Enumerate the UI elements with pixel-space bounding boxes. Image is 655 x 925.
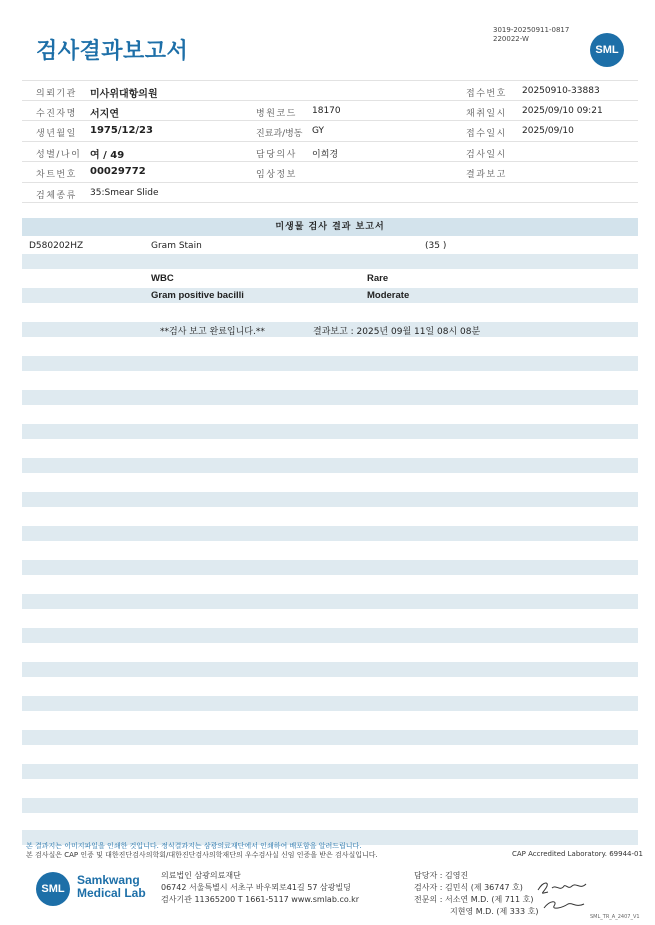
patient-info-table (22, 80, 638, 203)
certification-notice: 본 검사실은 CAP 인증 및 대한진단검사의학회/대한진단검사의학재단의 우수검사실 신임 인증을 받은 검사실입니다. (26, 851, 378, 859)
sml-logo-icon: SML (36, 872, 70, 906)
sml-logo-icon: SML (590, 33, 624, 67)
info-value: 미사위대항의원 (90, 89, 158, 100)
info-value: 2025/09/10 09:21 (522, 105, 603, 116)
report-complete-note: **검사 보고 완료입니다.** (160, 327, 265, 337)
brand-line: Samkwang (77, 873, 140, 887)
result-row-band (22, 730, 638, 745)
info-value: 18170 (312, 105, 341, 116)
info-label: 임상정보 (256, 170, 297, 180)
info-value: 여 / 49 (90, 149, 125, 161)
info-label: 접수번호 (466, 89, 507, 99)
result-row-band (22, 492, 638, 507)
cap-accreditation: CAP Accredited Laboratory. 69944-01 (512, 850, 643, 858)
info-value: 00029772 (90, 166, 146, 177)
info-value: 서지연 (90, 108, 119, 120)
info-label: 성별/나이 (36, 149, 82, 160)
form-code: SML_TR_A_2407_V1 (590, 914, 640, 920)
result-name: Gram positive bacilli (151, 290, 244, 301)
info-value: 이희경 (312, 149, 339, 160)
staff-line: 지현영 M.D. (제 333 호) (450, 907, 539, 916)
result-row-band (22, 798, 638, 813)
doc-id-line: 220022-W (493, 35, 529, 43)
info-row (22, 80, 638, 101)
info-label: 결과보고 (466, 170, 507, 180)
staff-info (414, 870, 538, 918)
result-row-band (22, 560, 638, 575)
info-label: 병원코드 (256, 108, 297, 119)
signature-icon (536, 878, 592, 914)
result-row-band (22, 764, 638, 779)
brand-name (77, 874, 146, 900)
result-row-band (22, 662, 638, 677)
doc-id-line: 3019-20250911-0817 (493, 26, 570, 34)
result-row-band (22, 390, 638, 405)
org-contact: 검사기관 11365200 T 1661-5117 www.smlab.co.kr (161, 895, 360, 904)
info-row (22, 162, 638, 183)
result-row-band (22, 628, 638, 643)
info-value: 35:Smear Slide (90, 187, 159, 198)
report-time: 결과보고 : 2025년 09월 11일 08시 08분 (313, 327, 481, 337)
staff-line: 검사자 : 김민식 (제 36747 호) (414, 883, 523, 892)
info-row (22, 101, 638, 122)
test-name: Gram Stain (151, 241, 202, 251)
result-value: Rare (367, 273, 389, 284)
result-row-band (22, 424, 638, 439)
test-count: (35 ) (425, 241, 447, 251)
info-label: 수진자명 (36, 108, 77, 119)
test-code: D580202HZ (29, 241, 84, 251)
result-row-band (22, 356, 638, 371)
result-row-band (22, 526, 638, 541)
result-row-band (22, 696, 638, 711)
org-name: 의료법인 삼광의료재단 (161, 871, 241, 880)
brand-line: Medical Lab (77, 886, 146, 900)
info-row (22, 183, 638, 204)
info-label: 검사일시 (466, 149, 507, 160)
info-row (22, 121, 638, 142)
info-label: 채취일시 (466, 108, 507, 119)
result-row-band (22, 254, 638, 269)
result-row-band (22, 288, 638, 303)
info-value: GY (312, 126, 325, 136)
section-header: 미생물 검사 결과 보고서 (22, 218, 638, 236)
info-value: 2025/09/10 (522, 126, 574, 136)
info-label: 담당의사 (256, 149, 297, 160)
result-row-band (22, 458, 638, 473)
info-label: 생년월일 (36, 129, 77, 139)
info-label: 진료과/병동 (256, 129, 303, 139)
info-label: 차트번호 (36, 170, 77, 180)
info-value: 1975/12/23 (90, 125, 153, 136)
info-label: 의뢰기관 (36, 89, 77, 99)
info-label: 접수일시 (466, 129, 507, 139)
result-name: WBC (151, 273, 174, 284)
org-info (161, 870, 359, 906)
page-title: 검사결과보고서 (36, 39, 189, 64)
info-label: 검체종류 (36, 190, 77, 201)
document-id (493, 26, 569, 44)
org-address: 06742 서울특별시 서초구 바우뫼로41길 57 삼광빌딩 (161, 883, 351, 892)
result-row-band (22, 594, 638, 609)
info-row (22, 142, 638, 163)
staff-line: 전문의 : 서소연 M.D. (제 711 호) (414, 895, 534, 904)
info-value: 20250910-33883 (522, 86, 600, 96)
result-value: Moderate (367, 290, 410, 301)
staff-line: 담당자 : 김영진 (414, 871, 469, 880)
image-notice: 본 결과지는 이미지파일을 인쇄한 것입니다. 정식결과지는 삼광의료재단에서 인쇄하여 배포함을 알려드립니다. (26, 842, 362, 850)
